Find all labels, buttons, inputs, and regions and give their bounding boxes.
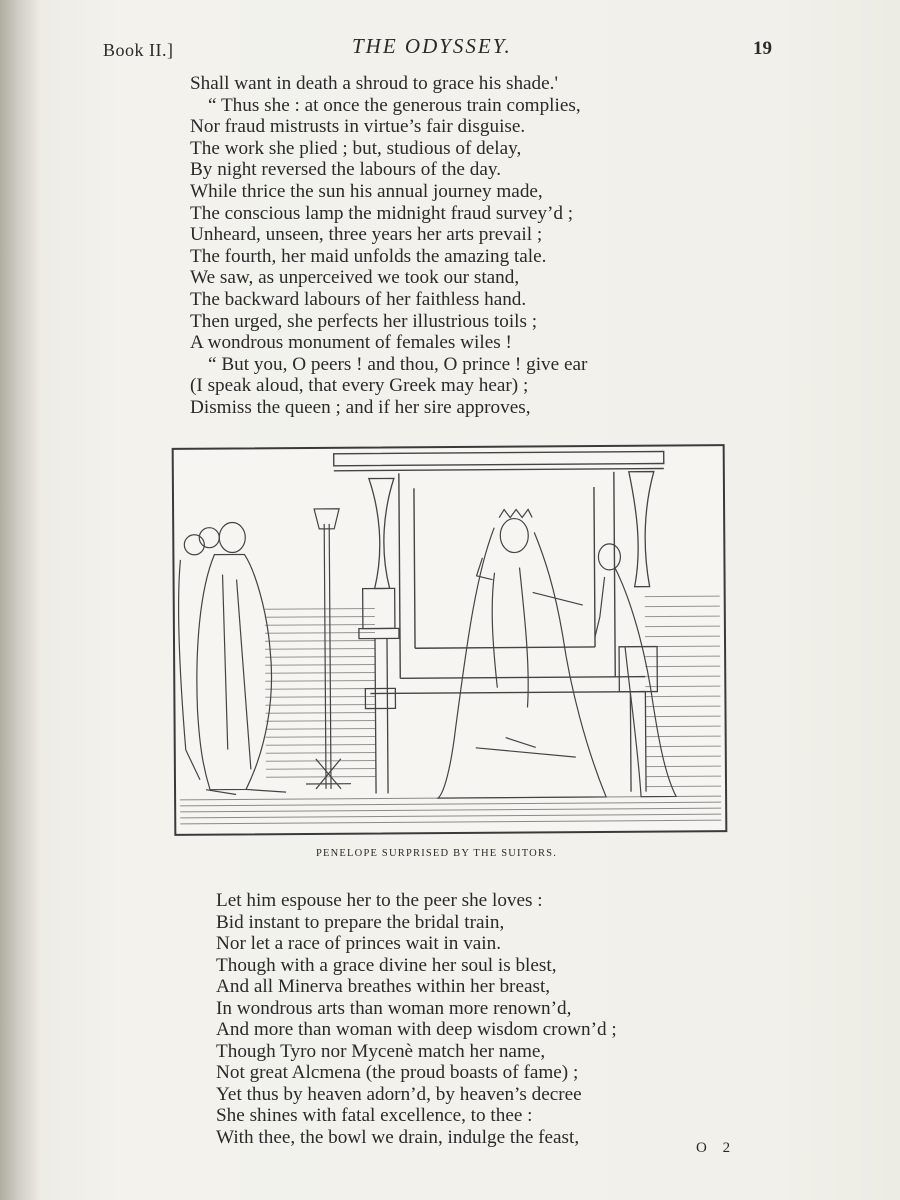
- verse-line: Then urged, she perfects her illustrious toils ;: [190, 310, 538, 332]
- verse-line: And all Minerva breathes within her breast,: [216, 976, 551, 997]
- verse-line: The conscious lamp the midnight fraud survey’d ;: [190, 202, 574, 224]
- verse-line: Not great Alcmena (the proud boasts of fame) ;: [216, 1062, 579, 1083]
- verse-line: While thrice the sun his annual journey made,: [190, 180, 543, 202]
- penelope-figure: [436, 509, 606, 798]
- engraving-plate: [172, 444, 728, 836]
- verse-line: Shall want in death a shroud to grace his shade.': [190, 73, 558, 94]
- verse-line: Bid instant to prepare the bridal train,: [216, 911, 505, 933]
- verse-line: Dismiss the queen ; and if her sire approves,: [190, 396, 531, 418]
- verse-line: Though with a grace divine her soul is blest,: [216, 954, 557, 976]
- verse-line: Unheard, unseen, three years her arts prevail ;: [190, 224, 543, 246]
- verse-line: We saw, as unperceived we took our stand,: [190, 267, 520, 289]
- page-number: 19: [753, 38, 772, 59]
- verse-line: “ Thus she : at once the generous train complies,: [208, 94, 581, 116]
- running-header: [0, 34, 900, 66]
- gutter-shadow: [0, 0, 40, 1200]
- verse-line: (I speak aloud, that every Greek may hear) ;: [190, 375, 529, 397]
- verse-line: And more than woman with deep wisdom crown’d ;: [216, 1019, 617, 1040]
- verse-line: The work she plied ; but, studious of delay,: [190, 137, 522, 159]
- verse-line: The fourth, her maid unfolds the amazing tale.: [190, 245, 547, 267]
- suitor-figures: [178, 522, 286, 795]
- verse-line: Nor let a race of princes wait in vain.: [216, 933, 502, 954]
- verse-line: In wondrous arts than woman more renown’d,: [216, 997, 572, 1019]
- loom-frame: [334, 452, 666, 694]
- verse-line: Nor fraud mistrusts in virtue’s fair disguise.: [190, 116, 526, 138]
- verse-line: The backward labours of her faithless hand.: [190, 288, 527, 310]
- verse-block-top: [190, 73, 750, 419]
- verse-block-bottom: [216, 890, 776, 1148]
- book-label: Book II.]: [103, 40, 174, 60]
- lamp-column: [358, 478, 400, 793]
- engraving-illustration: [174, 446, 726, 834]
- verse-line: By night reversed the labours of the day.: [190, 159, 501, 181]
- illustration-caption: PENELOPE SURPRISED BY THE SUITORS.: [316, 848, 558, 859]
- verse-line: “ But you, O peers ! and thou, O prince ! give ear: [208, 353, 588, 375]
- running-title: THE ODYSSEY.: [352, 34, 512, 58]
- signature-mark: O 2: [696, 1140, 737, 1156]
- verse-line: Let him espouse her to the peer she loves :: [216, 890, 543, 911]
- verse-line: A wondrous monument of females wiles !: [190, 332, 512, 354]
- verse-line: With thee, the bowl we drain, indulge the feast,: [216, 1126, 580, 1148]
- verse-line: Yet thus by heaven adorn’d, by heaven’s decree: [216, 1083, 582, 1105]
- verse-line: Though Tyro nor Mycenè match her name,: [216, 1040, 546, 1062]
- floor-hatching: [180, 796, 721, 824]
- verse-line: She shines with fatal excellence, to thee :: [216, 1105, 533, 1126]
